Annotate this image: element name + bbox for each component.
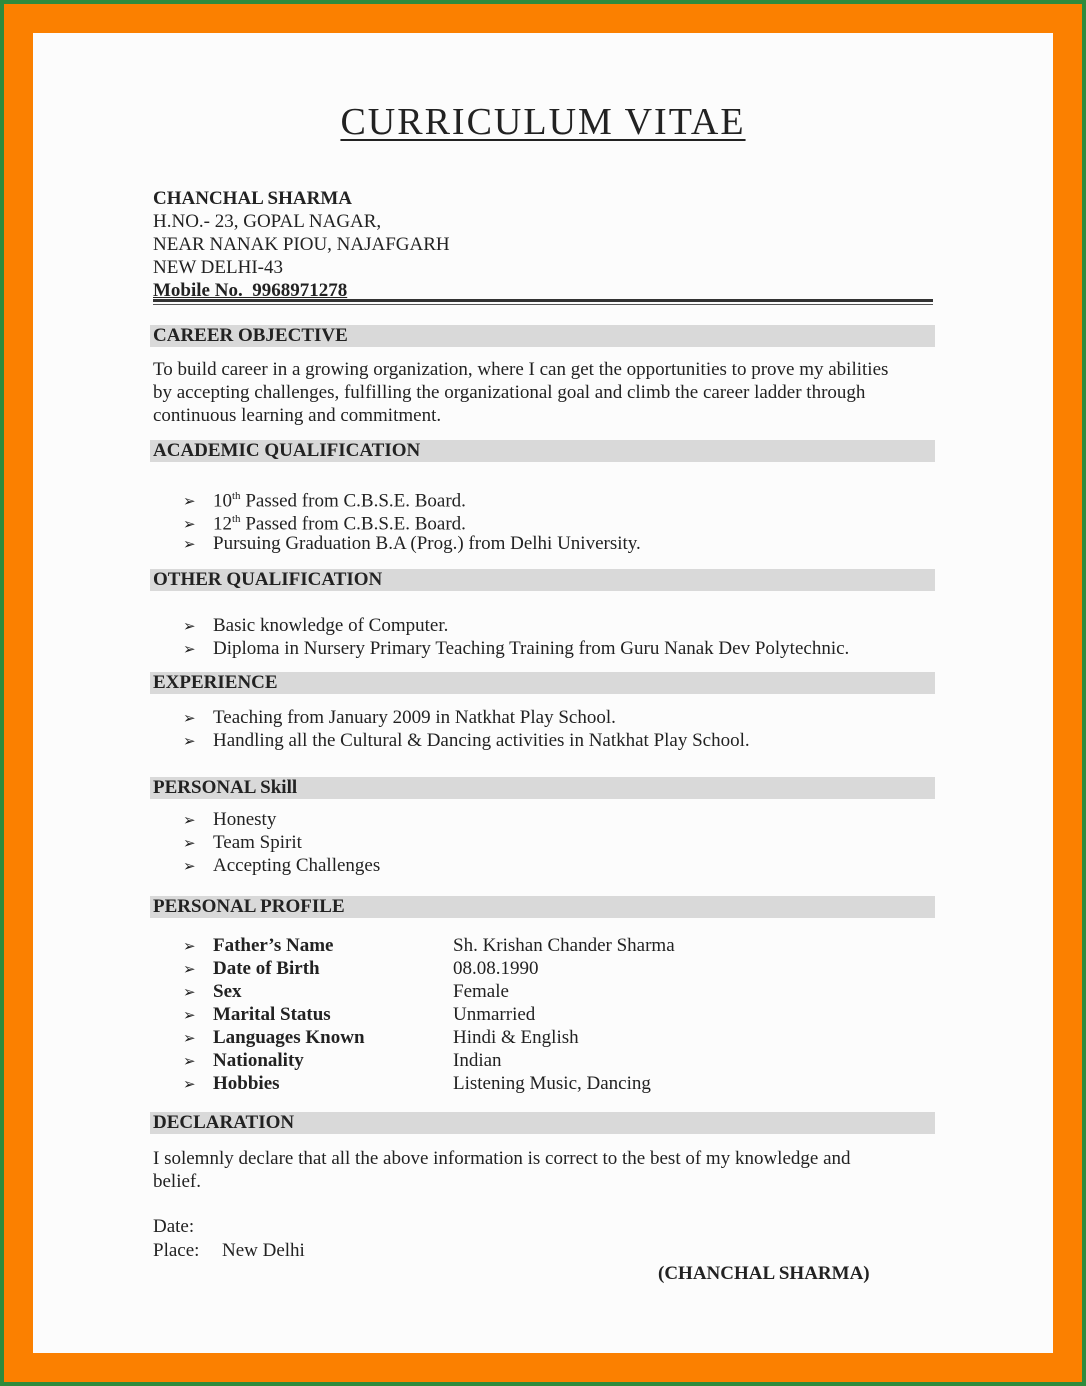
career-objective-heading: CAREER OBJECTIVE [153,325,348,346]
career-objective-line: continuous learning and commitment. [153,405,442,426]
place-value: New Delhi [222,1240,305,1261]
profile-label: Marital Status [213,1004,331,1025]
skill-item: ➢ Accepting Challenges [183,855,381,876]
arrow-bullet-icon: ➢ [183,857,196,875]
profile-row [183,1072,651,1096]
date-label: Date: [153,1216,195,1237]
profile-label: Hobbies [213,1073,280,1094]
academic-item: ➢ 10th Passed from C.B.S.E. Board. [183,490,466,512]
address-line-1: H.NO.- 23, GOPAL NAGAR, [153,211,382,232]
experience-heading: EXPERIENCE [153,672,278,693]
profile-label: Sex [213,981,242,1002]
profile-label: Father’s Name [213,935,334,956]
profile-row [183,1003,536,1027]
skill-item: ➢ Team Spirit [183,832,302,853]
academic-item: ➢ Pursuing Graduation B.A (Prog.) from Delhi University. [183,533,641,554]
address-line-2: NEAR NANAK PIOU, NAJAFGARH [153,234,450,255]
arrow-bullet-icon: ➢ [183,617,196,635]
profile-row [183,957,539,981]
declaration-text-line-1: I solemnly declare that all the above information is correct to the best of my knowledge and [153,1148,851,1169]
career-objective-line: To build career in a growing organization, where I can get the opportunities to prove my abilities [153,359,889,380]
profile-row [183,1026,579,1050]
profile-value: Hindi & English [453,1027,579,1048]
experience-item: ➢ Handling all the Cultural & Dancing activities in Natkhat Play School. [183,730,750,751]
profile-value: Listening Music, Dancing [453,1073,651,1094]
arrow-bullet-icon: ➢ [183,811,196,829]
arrow-bullet-icon: ➢ [183,535,196,553]
arrow-bullet-icon: ➢ [183,834,196,852]
address-line-3: NEW DELHI-43 [153,257,283,278]
arrow-bullet-icon: ➢ [183,1052,196,1070]
profile-label: Nationality [213,1050,304,1071]
experience-item: ➢ Teaching from January 2009 in Natkhat Play School. [183,707,616,728]
arrow-bullet-icon: ➢ [183,983,196,1001]
profile-value: Female [453,981,509,1002]
profile-row [183,934,675,958]
personal-skill-heading: PERSONAL Skill [153,777,298,798]
arrow-bullet-icon: ➢ [183,492,196,511]
profile-value: Indian [453,1050,502,1071]
header-divider [153,299,933,305]
profile-label: Date of Birth [213,958,320,979]
academic-item: ➢ 12th Passed from C.B.S.E. Board. [183,513,466,535]
profile-label: Languages Known [213,1027,365,1048]
career-objective-line: by accepting challenges, fulfilling the organizational goal and climb the career ladder through [153,382,866,403]
document-title: CURRICULUM VITAE [340,101,746,143]
arrow-bullet-icon: ➢ [183,640,196,658]
career-objective-text [153,358,943,427]
candidate-name: CHANCHAL SHARMA [153,188,352,209]
profile-row [183,980,509,1004]
other-item: ➢ Basic knowledge of Computer. [183,615,449,636]
arrow-bullet-icon: ➢ [183,515,196,534]
place-label: Place: [153,1240,200,1261]
mobile-number: Mobile No. 9968971278 [153,280,348,301]
arrow-bullet-icon: ➢ [183,1029,196,1047]
profile-value: 08.08.1990 [453,958,539,979]
arrow-bullet-icon: ➢ [183,732,196,750]
arrow-bullet-icon: ➢ [183,937,196,955]
personal-profile-heading: PERSONAL PROFILE [153,896,345,917]
signature-name: (CHANCHAL SHARMA) [658,1263,870,1284]
arrow-bullet-icon: ➢ [183,709,196,727]
other-qualification-heading: OTHER QUALIFICATION [153,569,383,590]
arrow-bullet-icon: ➢ [183,960,196,978]
other-item: ➢ Diploma in Nursery Primary Teaching Training from Guru Nanak Dev Polytechnic. [183,638,850,659]
profile-value: Unmarried [453,1004,536,1025]
declaration-heading: DECLARATION [153,1112,295,1133]
arrow-bullet-icon: ➢ [183,1075,196,1093]
arrow-bullet-icon: ➢ [183,1006,196,1024]
academic-heading: ACADEMIC QUALIFICATION [153,440,421,461]
profile-value: Sh. Krishan Chander Sharma [453,935,675,956]
skill-item: ➢ Honesty [183,809,277,830]
declaration-text-line-2: belief. [153,1171,202,1192]
profile-row [183,1049,502,1073]
